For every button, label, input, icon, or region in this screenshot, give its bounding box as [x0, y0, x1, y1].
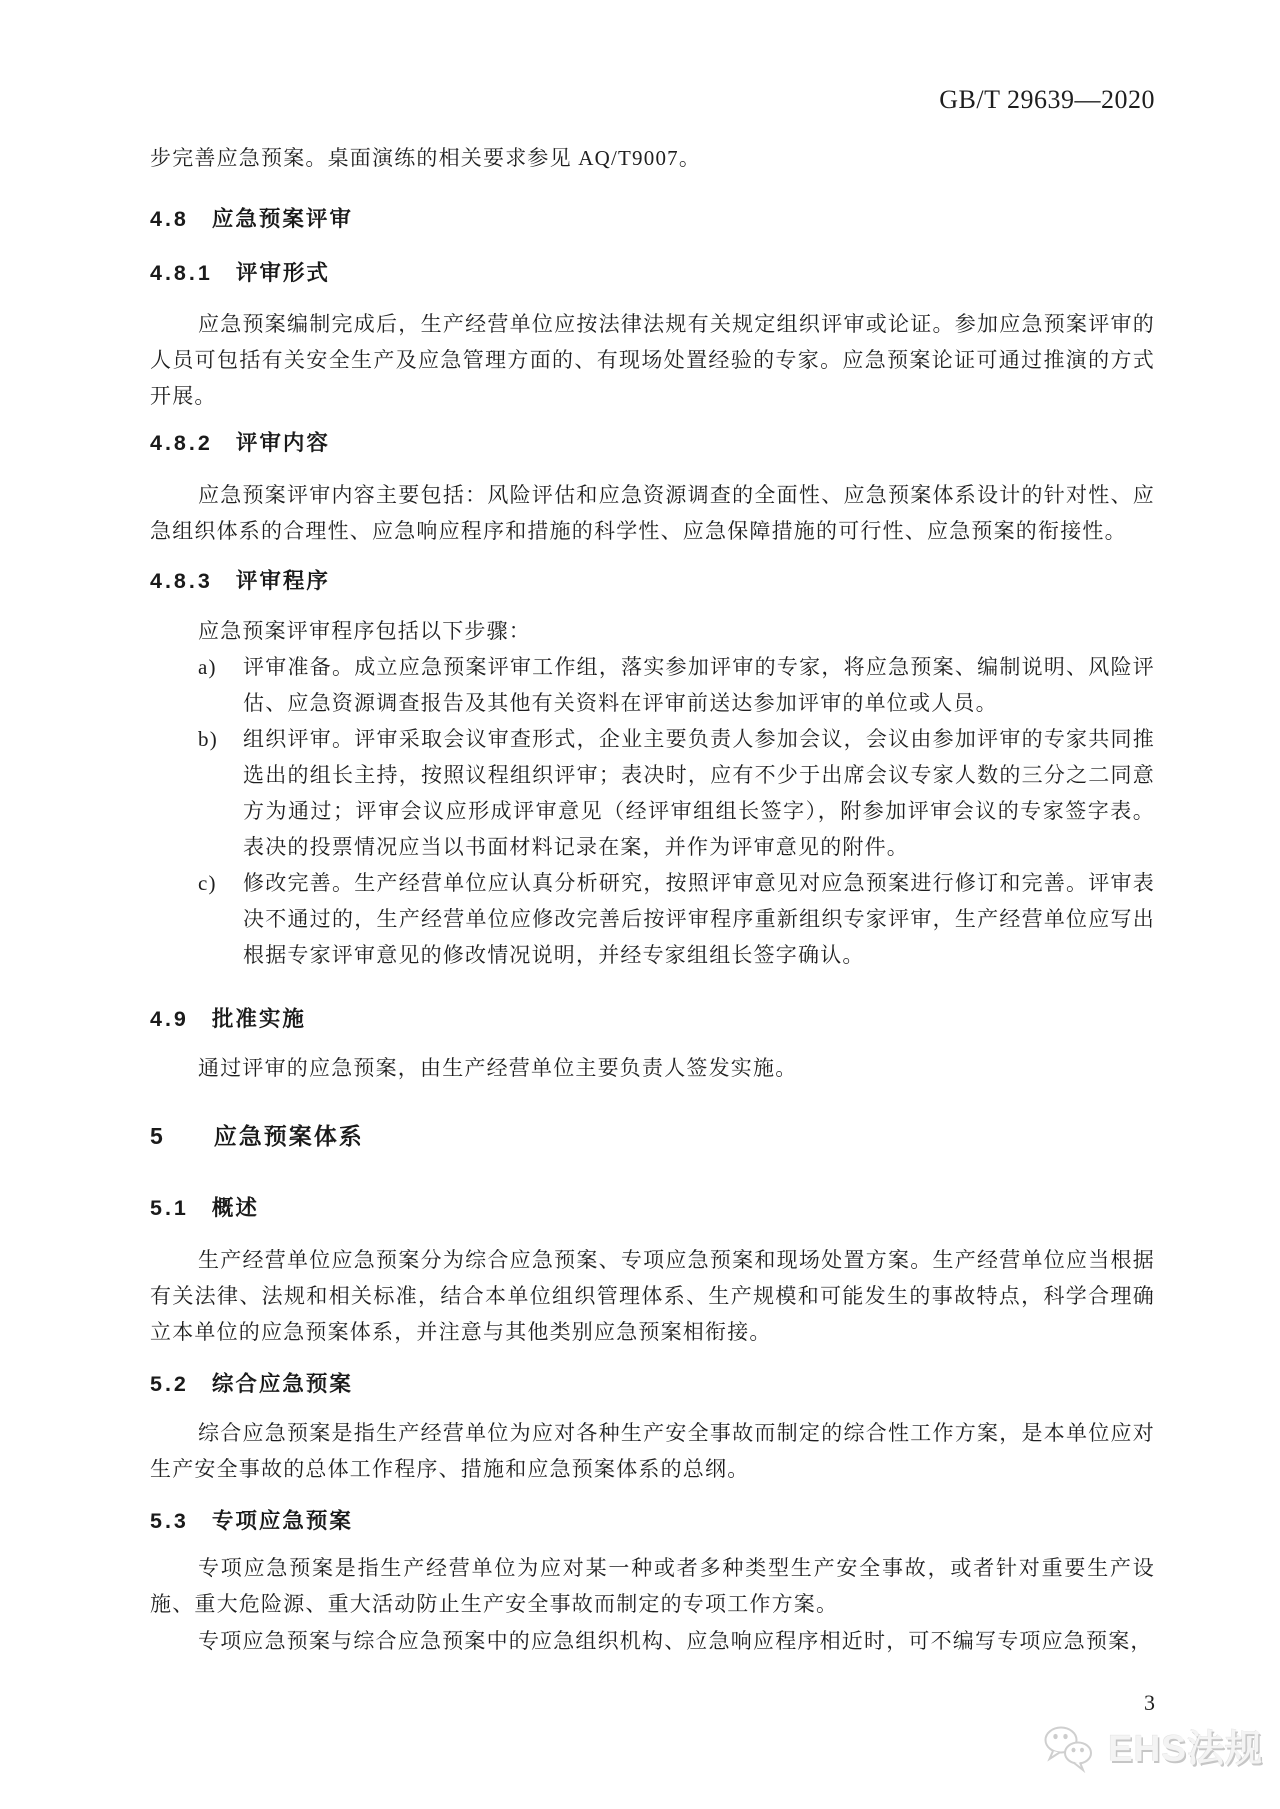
list-item — [150, 649, 1155, 721]
page-number: 3 — [1144, 1690, 1155, 1715]
clause-number: 4.8.2 — [150, 431, 213, 455]
list-item-text: 评审准备。成立应急预案评审工作组，落实参加评审的专家，将应急预案、编制说明、风险评估、应急资源调查报告及其他有关资料在评审前送达参加评审的单位或人员。 — [243, 655, 1155, 715]
heading-4-8-1 — [150, 259, 1155, 287]
clause-title: 应急预案评审 — [211, 207, 353, 231]
paragraph-4-8-1: 应急预案编制完成后，生产经营单位应按法律法规有关规定组织评审或论证。参加应急预案评审的人员可包括有关安全生产及应急管理方面的、有现场处置经验的专家。应急预案论证可通过推演的方式开展。 — [150, 312, 1155, 408]
paragraph-5-3-1: 专项应急预案是指生产经营单位为应对某一种或者多种类型生产安全事故，或者针对重要生产设施、重大危险源、重大活动防止生产安全事故而制定的专项工作方案。 — [150, 1556, 1155, 1616]
heading-4-8-3 — [150, 567, 1155, 595]
continuation-paragraph: 步完善应急预案。桌面演练的相关要求参见 AQ/T9007。 — [150, 146, 702, 170]
list-item — [150, 721, 1155, 865]
paragraph-5-2: 综合应急预案是指生产经营单位为应对各种生产安全事故而制定的综合性工作方案，是本单位应对生产安全事故的总体工作程序、措施和应急预案体系的总纲。 — [150, 1421, 1155, 1481]
list-item-text: 修改完善。生产经营单位应认真分析研究，按照评审意见对应急预案进行修订和完善。评审表决不通过的，生产经营单位应修改完善后按评审程序重新组织专家评审，生产经营单位应写出根据专家评审意见的修改情况说明，并经专家组组长签字确认。 — [243, 871, 1155, 967]
review-steps-list — [150, 649, 1155, 973]
watermark-label: EHS法规 — [1108, 1728, 1264, 1769]
clause-number: 4.8.3 — [150, 569, 213, 593]
paragraph-5-3-2: 专项应急预案与综合应急预案中的应急组织机构、应急响应程序相近时，可不编写专项应急预案， — [198, 1629, 1153, 1653]
clause-title: 应急预案体系 — [213, 1123, 364, 1149]
clause-number: 5 — [150, 1123, 166, 1149]
heading-5-1 — [150, 1194, 1155, 1222]
heading-5 — [150, 1122, 1155, 1150]
steps-intro: 应急预案评审程序包括以下步骤： — [198, 619, 531, 643]
clause-title: 评审内容 — [235, 431, 330, 455]
clause-title: 批准实施 — [211, 1007, 306, 1031]
list-item-text: 组织评审。评审采取会议审查形式，企业主要负责人参加会议，会议由参加评审的专家共同推选出的组长主持，按照议程组织评审；表决时，应有不少于出席会议专家人数的三分之二同意方为通过；评审会议应形成评审意见（经评审组组长签字），附参加评审会议的专家签字表。表决的投票情况应当以书面材料记录在案，并作为评审意见的附件。 — [243, 727, 1155, 859]
clause-number: 5.2 — [150, 1372, 189, 1396]
paragraph-5-1: 生产经营单位应急预案分为综合应急预案、专项应急预案和现场处置方案。生产经营单位应当根据有关法律、法规和相关标准，结合本单位组织管理体系、生产规模和可能发生的事故特点，科学合理确立本单位的应急预案体系，并注意与其他类别应急预案相衔接。 — [150, 1248, 1155, 1344]
heading-4-8-2 — [150, 429, 1155, 457]
heading-5-2 — [150, 1370, 1155, 1398]
clause-number: 4.8.1 — [150, 261, 213, 285]
heading-4-9 — [150, 1005, 1155, 1033]
clause-title: 评审形式 — [235, 261, 330, 285]
clause-number: 4.8 — [150, 207, 189, 231]
clause-title: 综合应急预案 — [211, 1372, 353, 1396]
list-marker: b) — [198, 727, 218, 751]
clause-title: 评审程序 — [235, 569, 330, 593]
heading-4-8 — [150, 205, 1155, 233]
clause-title: 专项应急预案 — [211, 1509, 353, 1533]
list-marker: c) — [198, 871, 217, 895]
clause-number: 5.1 — [150, 1196, 189, 1220]
list-marker: a) — [198, 655, 217, 679]
paragraph-4-8-2: 应急预案评审内容主要包括：风险评估和应急资源调查的全面性、应急预案体系设计的针对性、应急组织体系的合理性、应急响应程序和措施的科学性、应急保障措施的可行性、应急预案的衔接性。 — [150, 483, 1155, 543]
heading-5-3 — [150, 1507, 1155, 1535]
clause-number: 4.9 — [150, 1007, 189, 1031]
list-item — [150, 865, 1155, 973]
wechat-icon — [1042, 1724, 1100, 1774]
watermark — [1042, 1724, 1263, 1774]
clause-number: 5.3 — [150, 1509, 189, 1533]
clause-title: 概述 — [211, 1196, 259, 1220]
standard-number: GB/T 29639—2020 — [939, 85, 1155, 114]
paragraph-4-9: 通过评审的应急预案，由生产经营单位主要负责人签发实施。 — [198, 1056, 798, 1080]
